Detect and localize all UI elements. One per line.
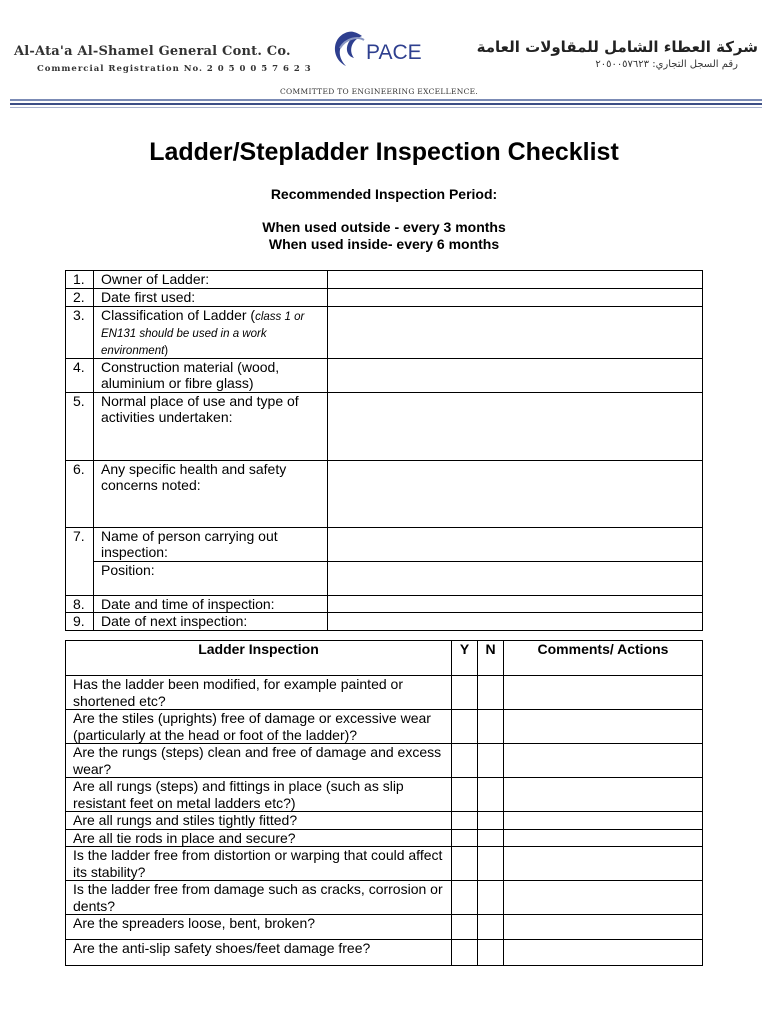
col-header-item: Ladder Inspection: [66, 641, 452, 676]
period-heading: Recommended Inspection Period:: [270, 186, 498, 202]
period-inside: When used inside- every 6 months: [268, 236, 500, 252]
question: Are the spreaders loose, bent, broken?: [66, 915, 452, 940]
comments-cell[interactable]: [504, 710, 703, 744]
question: Are all rungs and stiles tightly fitted?: [66, 812, 452, 830]
registration-en: Commercial Registration No. 2 0 5 0 0 5 7 6 2 3: [37, 64, 312, 74]
row-label: Owner of Ladder:: [94, 271, 328, 289]
comments-cell[interactable]: [504, 915, 703, 940]
yes-checkbox[interactable]: [452, 778, 478, 812]
question: Is the ladder free from damage such as cracks, corrosion or dents?: [66, 881, 452, 915]
table-row: [66, 812, 703, 830]
details-table: [65, 270, 703, 631]
table-row: [66, 710, 703, 744]
table-row: [66, 358, 703, 392]
header-rule: [10, 107, 762, 108]
row-note-close: ): [164, 344, 169, 357]
row-label: Normal place of use and type of activities undertaken:: [94, 392, 328, 460]
answer-cell[interactable]: [328, 527, 703, 561]
answer-cell[interactable]: [328, 613, 703, 631]
answer-cell[interactable]: [328, 289, 703, 307]
company-logo: [326, 28, 456, 72]
table-row: [66, 744, 703, 778]
row-number: 1.: [66, 271, 94, 289]
table-row: [66, 289, 703, 307]
no-checkbox[interactable]: [478, 710, 504, 744]
row-number: 9.: [66, 613, 94, 631]
row-label: Name of person carrying out inspection:: [94, 527, 328, 561]
yes-checkbox[interactable]: [452, 710, 478, 744]
tagline: COMMITTED TO ENGINEERING EXCELLENCE.: [280, 87, 479, 96]
table-row: [66, 613, 703, 631]
row-number: 5.: [66, 392, 94, 460]
table-row: [66, 392, 703, 460]
answer-cell[interactable]: [328, 306, 703, 358]
answer-cell[interactable]: [328, 460, 703, 527]
table-row: [66, 940, 703, 966]
table-row: [66, 847, 703, 881]
comments-cell[interactable]: [504, 676, 703, 710]
table-row: [66, 915, 703, 940]
table-row: [66, 561, 703, 595]
row-number: 6.: [66, 460, 94, 527]
comments-cell[interactable]: [504, 829, 703, 847]
no-checkbox[interactable]: [478, 676, 504, 710]
yes-checkbox[interactable]: [452, 881, 478, 915]
company-name-en: Al-Ata'a Al-Shamel General Cont. Co.: [14, 44, 291, 59]
row-number: 3.: [66, 306, 94, 358]
row-label-classification: [94, 306, 328, 358]
company-name-ar: شركة العطاء الشامل للمقاولات العامة: [476, 38, 758, 56]
comments-cell[interactable]: [504, 778, 703, 812]
comments-cell[interactable]: [504, 812, 703, 830]
yes-checkbox[interactable]: [452, 676, 478, 710]
comments-cell[interactable]: [504, 881, 703, 915]
question: Are the rungs (steps) clean and free of damage and excess wear?: [66, 744, 452, 778]
no-checkbox[interactable]: [478, 744, 504, 778]
row-label: Classification of Ladder (: [101, 306, 256, 323]
table-row: [66, 829, 703, 847]
inspection-table: [65, 640, 703, 966]
answer-cell[interactable]: [328, 392, 703, 460]
table-row: [66, 595, 703, 613]
table-row: [66, 676, 703, 710]
row-label: Date of next inspection:: [94, 613, 328, 631]
no-checkbox[interactable]: [478, 829, 504, 847]
no-checkbox[interactable]: [478, 847, 504, 881]
registration-ar: رقم السجل التجاري: ٢٠٥٠٠٥٧٦٢٣: [595, 59, 738, 70]
no-checkbox[interactable]: [478, 915, 504, 940]
row-number: 2.: [66, 289, 94, 307]
period-outside: When used outside - every 3 months: [262, 219, 506, 235]
row-number: 7.: [66, 527, 94, 595]
question: Has the ladder been modified, for example painted or shortened etc?: [66, 676, 452, 710]
letterhead: [0, 0, 768, 108]
row-label: Any specific health and safety concerns noted:: [94, 460, 328, 527]
answer-cell[interactable]: [328, 271, 703, 289]
row-label: Position:: [94, 561, 328, 595]
yes-checkbox[interactable]: [452, 744, 478, 778]
question: Are all rungs (steps) and fittings in place (such as slip resistant feet on metal ladders etc?): [66, 778, 452, 812]
logo-text: PACE: [366, 41, 422, 64]
row-label: Date and time of inspection:: [94, 595, 328, 613]
table-row: [66, 881, 703, 915]
col-header-no: N: [478, 641, 504, 676]
no-checkbox[interactable]: [478, 940, 504, 966]
comments-cell[interactable]: [504, 744, 703, 778]
answer-cell[interactable]: [328, 595, 703, 613]
yes-checkbox[interactable]: [452, 847, 478, 881]
table-row: [66, 527, 703, 561]
row-label: Date first used:: [94, 289, 328, 307]
col-header-yes: Y: [452, 641, 478, 676]
question: Are all tie rods in place and secure?: [66, 829, 452, 847]
question: Are the stiles (uprights) free of damage or excessive wear (particularly at the head or foot of the ladder)?: [66, 710, 452, 744]
answer-cell[interactable]: [328, 358, 703, 392]
row-number: 8.: [66, 595, 94, 613]
question: Is the ladder free from distortion or warping that could affect its stability?: [66, 847, 452, 881]
header-row: [66, 641, 703, 676]
yes-checkbox[interactable]: [452, 812, 478, 830]
table-row: [66, 778, 703, 812]
yes-checkbox[interactable]: [452, 915, 478, 940]
yes-checkbox[interactable]: [452, 829, 478, 847]
question: Are the anti-slip safety shoes/feet damage free?: [66, 940, 452, 966]
row-number: 4.: [66, 358, 94, 392]
col-header-comments: Comments/ Actions: [504, 641, 703, 676]
table-row: [66, 460, 703, 527]
no-checkbox[interactable]: [478, 812, 504, 830]
yes-checkbox[interactable]: [452, 940, 478, 966]
page-title: Ladder/Stepladder Inspection Checklist: [149, 138, 619, 166]
answer-cell[interactable]: [328, 561, 703, 595]
comments-cell[interactable]: [504, 940, 703, 966]
table-row: [66, 271, 703, 289]
header-rule: [10, 99, 762, 101]
row-label: Construction material (wood, aluminium or fibre glass): [94, 358, 328, 392]
header-rule: [10, 103, 762, 105]
row-note: class 1 or EN131 should be used in a work environment: [101, 310, 305, 357]
no-checkbox[interactable]: [478, 881, 504, 915]
table-row: [66, 306, 703, 358]
comments-cell[interactable]: [504, 847, 703, 881]
no-checkbox[interactable]: [478, 778, 504, 812]
